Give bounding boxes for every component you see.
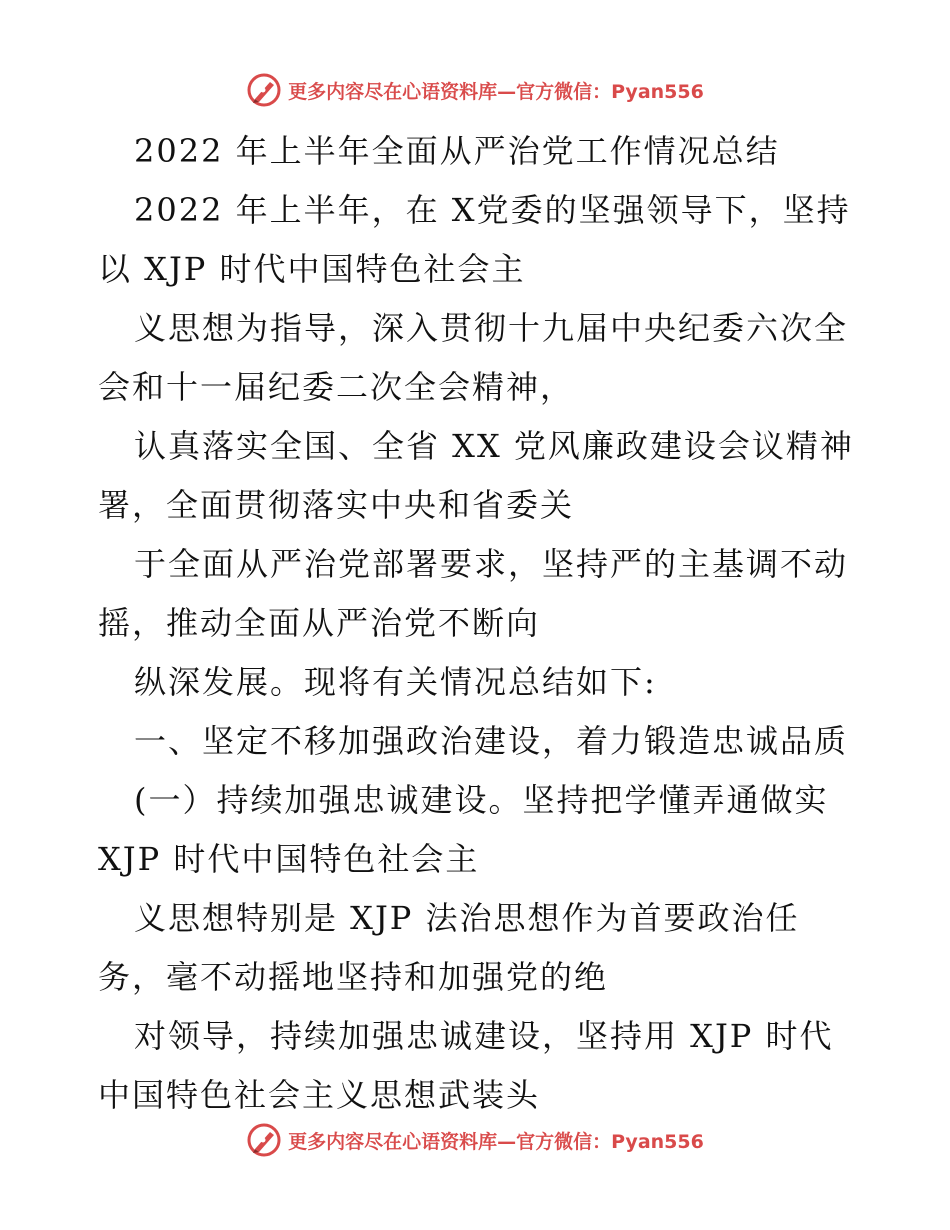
section-heading: 一、坚定不移加强政治建设，着力锻造忠诚品质 <box>134 722 849 760</box>
paragraph-line: 认真落实全国、全省 XX 党风廉政建设会议精神 <box>134 427 854 465</box>
paragraph-line: 义思想为指导，深入贯彻十九届中央纪委六次全 <box>134 309 849 347</box>
watermark-text-top: 更多内容尽在心语资料库—官方微信：Pyan556 <box>288 80 704 103</box>
paragraph-line: 中国特色社会主义思想武装头 <box>98 1076 541 1114</box>
watermark-text-bottom: 更多内容尽在心语资料库—官方微信：Pyan556 <box>288 1130 704 1153</box>
watermark-banner-bottom <box>0 1120 950 1160</box>
paragraph-line: 义思想特别是 XJP 法治思想作为首要政治任 <box>134 899 800 937</box>
paragraph-line: 对领导，持续加强忠诚建设，坚持用 XJP 时代 <box>134 1017 834 1055</box>
paragraph-line: 摇，推动全面从严治党不断向 <box>98 604 541 642</box>
paragraph-line: 署，全面贯彻落实中央和省委关 <box>98 486 575 524</box>
paragraph-line: 务，毫不动摇地坚持和加强党的绝 <box>98 958 609 996</box>
paragraph-line: 2022 年上半年，在 X党委的坚强领导下，坚持 <box>134 191 851 229</box>
document-body <box>98 122 868 1125</box>
pen-logo-icon <box>246 1122 282 1158</box>
paragraph-line: 于全面从严治党部署要求，坚持严的主基调不动 <box>134 545 849 583</box>
paragraph-line: 以 XJP 时代中国特色社会主 <box>98 250 526 288</box>
watermark-banner-top <box>0 70 950 110</box>
paragraph-line: 会和十一届纪委二次全会精神， <box>98 368 575 406</box>
paragraph-line: 纵深发展。现将有关情况总结如下: <box>134 663 657 701</box>
pen-logo-icon <box>246 72 282 108</box>
paragraph-line: XJP 时代中国特色社会主 <box>98 840 480 878</box>
paragraph-line: (一）持续加强忠诚建设。坚持把学懂弄通做实 <box>134 781 829 819</box>
document-title: 2022 年上半年全面从严治党工作情况总结 <box>134 132 780 170</box>
